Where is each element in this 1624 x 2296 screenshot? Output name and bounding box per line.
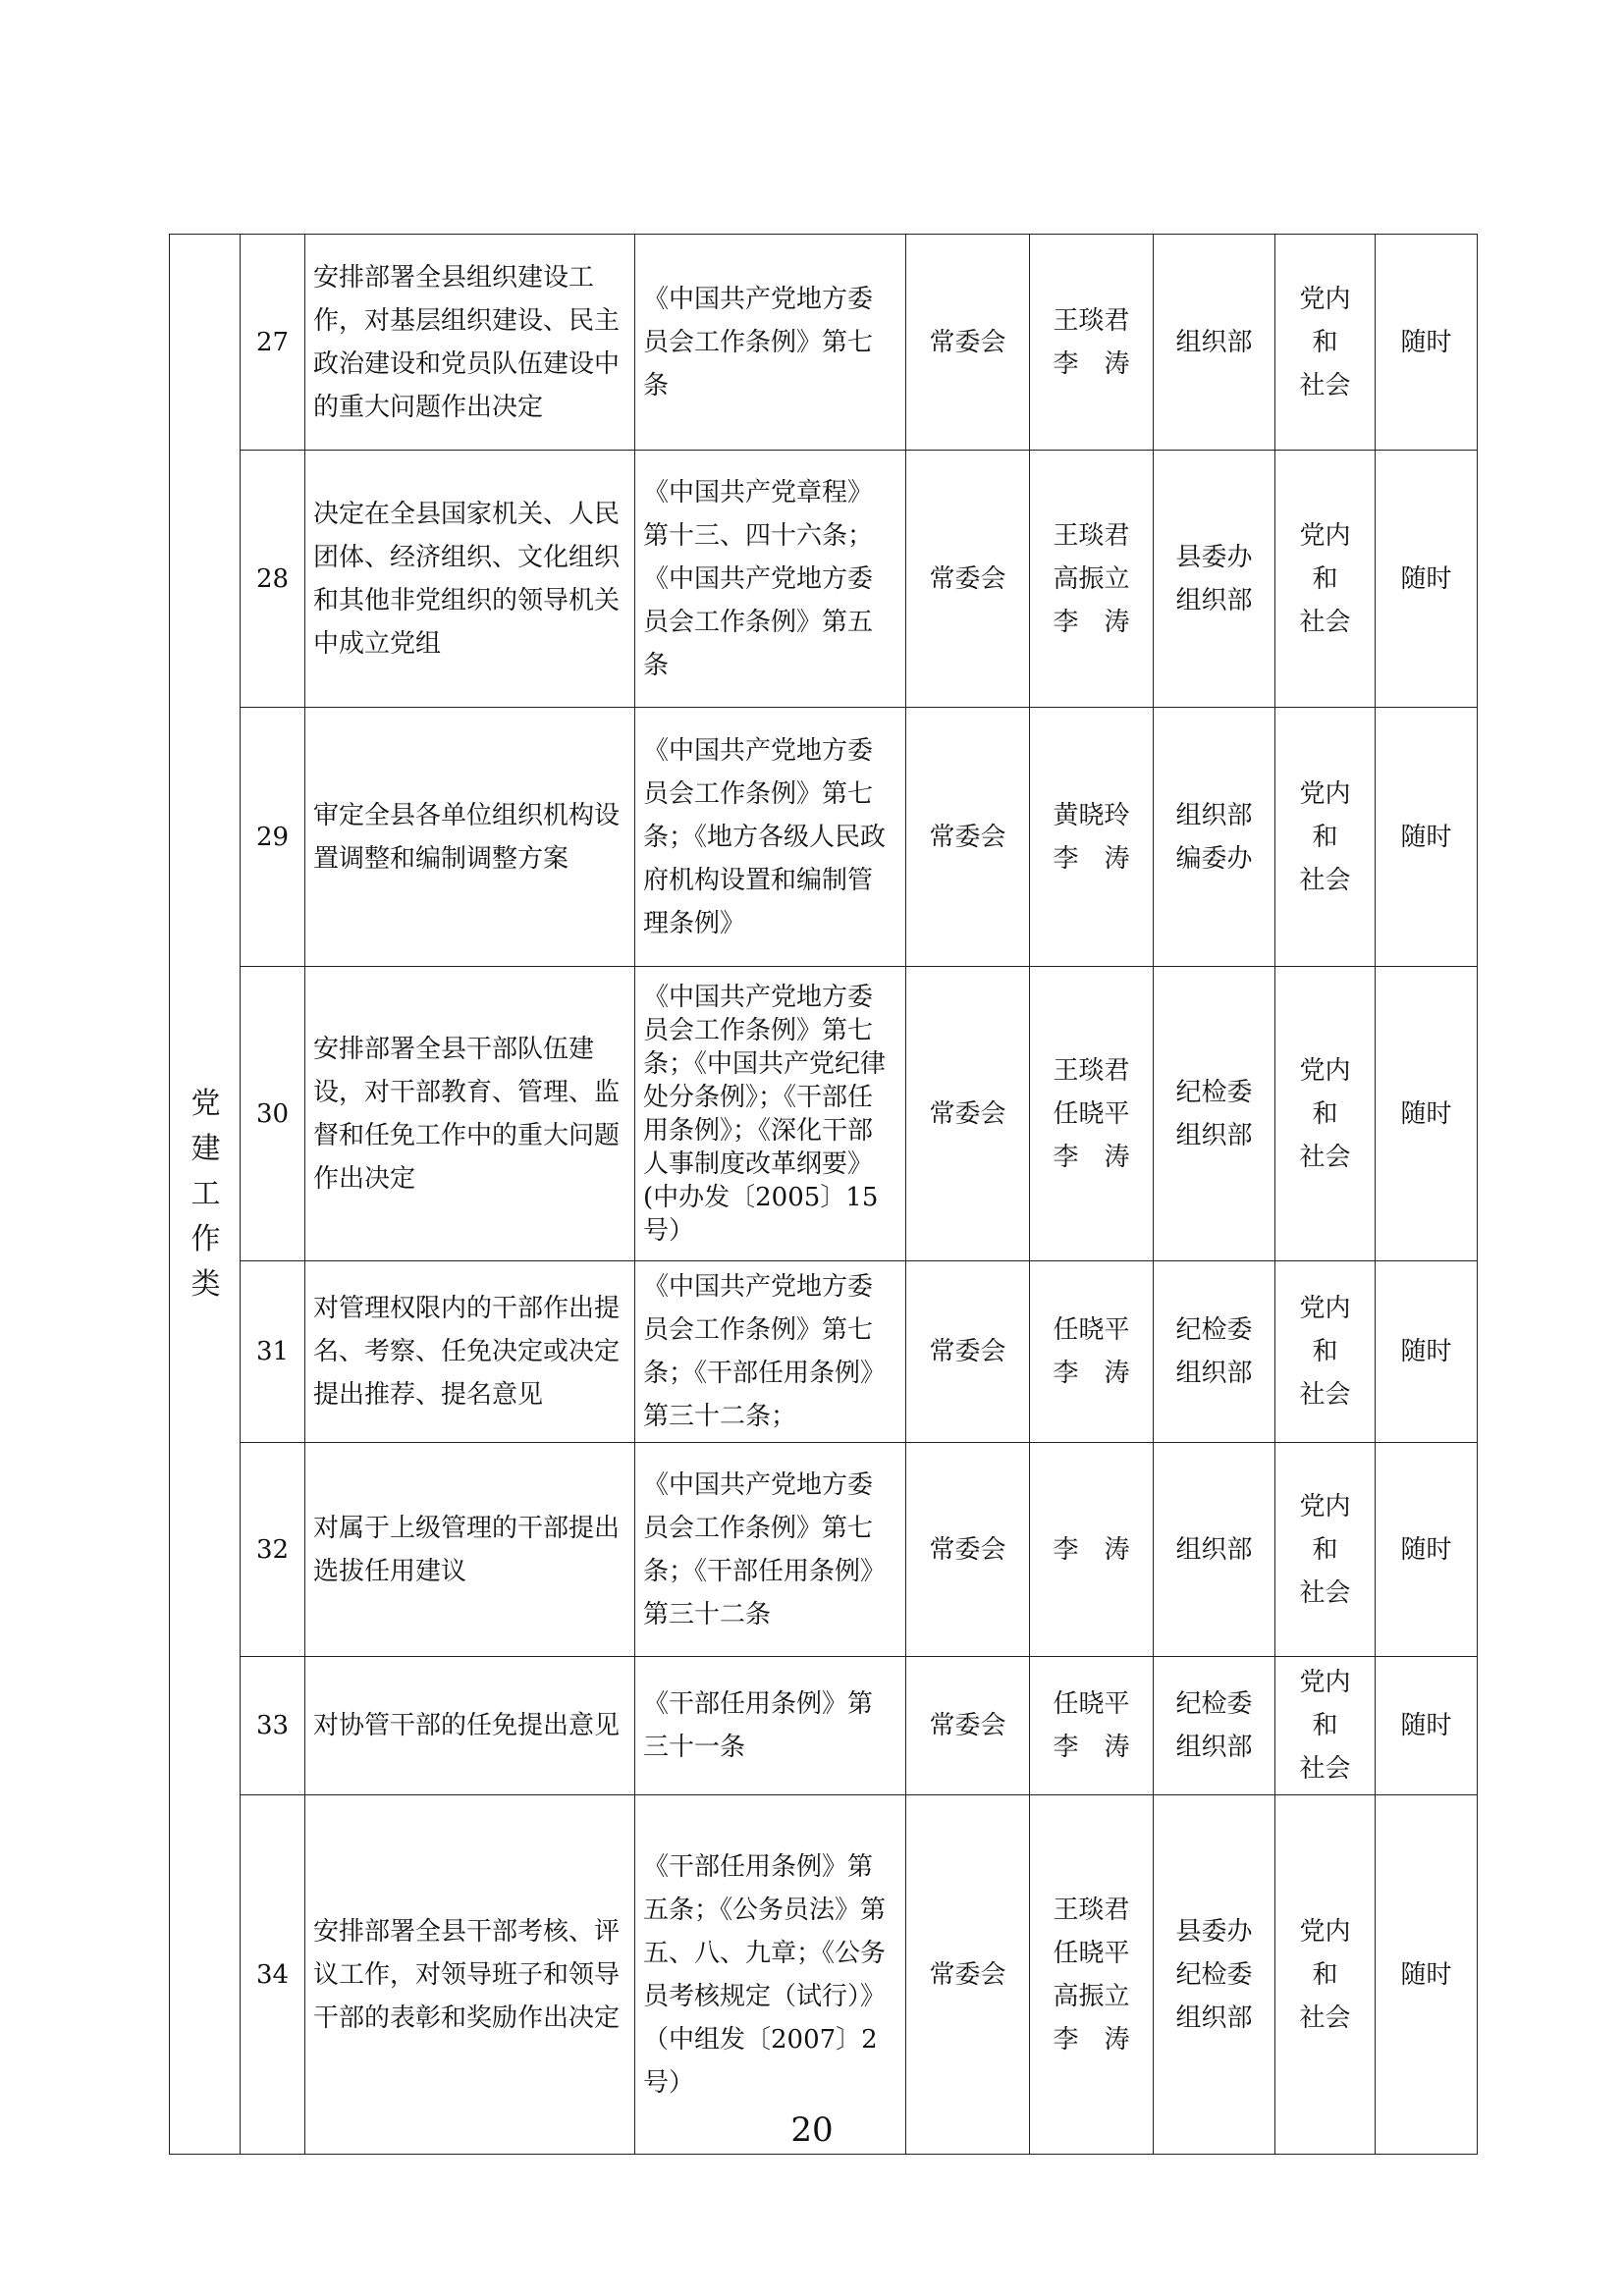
disclosure-scope: 党内 和 社会: [1275, 967, 1376, 1261]
basis-text: 《中国共产党地方委员会工作条例》第七条；《干部任用条例》第三十二条: [635, 1443, 906, 1657]
matter-text: 安排部署全县干部考核、评议工作，对领导班子和领导干部的表彰和奖励作出决定: [305, 1795, 635, 2155]
decision-body: 常委会: [906, 1795, 1030, 2155]
decision-body: 常委会: [906, 1443, 1030, 1657]
responsible-leaders: 王琰君 李 涛: [1030, 235, 1154, 451]
responsible-leaders: 任晓平 李 涛: [1030, 1261, 1154, 1443]
basis-text: 《中国共产党地方委员会工作条例》第七条；《中国共产党纪律处分条例》；《干部任用条例》；《深化干部人事制度改革纲要》(中办发〔2005〕15号）: [635, 967, 906, 1261]
matter-text: 对协管干部的任免提出意见: [305, 1657, 635, 1795]
responsible-department: 纪检委 组织部: [1154, 1261, 1275, 1443]
responsible-leaders: 王琰君 高振立 李 涛: [1030, 451, 1154, 708]
decision-body: 常委会: [906, 967, 1030, 1261]
responsible-department: 组织部: [1154, 1443, 1275, 1657]
item-number: 27: [241, 235, 305, 451]
responsible-department: 县委办 纪检委 组织部: [1154, 1795, 1275, 2155]
decision-body: 常委会: [906, 1261, 1030, 1443]
disclosure-timing: 随时: [1376, 1657, 1478, 1795]
table-row: [170, 235, 1478, 451]
table-row: [170, 1657, 1478, 1795]
category-label: 党建工作类: [190, 1086, 221, 1302]
decision-body: 常委会: [906, 708, 1030, 967]
matter-text: 对管理权限内的干部作出提名、考察、任免决定或决定提出推荐、提名意见: [305, 1261, 635, 1443]
table-row: [170, 967, 1478, 1261]
page-number: 20: [790, 2110, 834, 2150]
basis-text: 《中国共产党地方委员会工作条例》第七条: [635, 235, 906, 451]
responsible-leaders: 黄晓玲 李 涛: [1030, 708, 1154, 967]
table-row: [170, 708, 1478, 967]
disclosure-timing: 随时: [1376, 1795, 1478, 2155]
table-row: [170, 1261, 1478, 1443]
table-row: [170, 1443, 1478, 1657]
decision-body: 常委会: [906, 451, 1030, 708]
item-number: 31: [241, 1261, 305, 1443]
disclosure-timing: 随时: [1376, 1261, 1478, 1443]
matter-text: 安排部署全县组织建设工作，对基层组织建设、民主政治建设和党员队伍建设中的重大问题作出决定: [305, 235, 635, 451]
responsible-leaders: 王琰君 任晓平 高振立 李 涛: [1030, 1795, 1154, 2155]
decision-body: 常委会: [906, 235, 1030, 451]
basis-text: 《干部任用条例》第三十一条: [635, 1657, 906, 1795]
table-row: [170, 451, 1478, 708]
item-number: 33: [241, 1657, 305, 1795]
responsible-department: 县委办 组织部: [1154, 451, 1275, 708]
responsible-department: 纪检委 组织部: [1154, 967, 1275, 1261]
item-number: 34: [241, 1795, 305, 2155]
disclosure-timing: 随时: [1376, 235, 1478, 451]
disclosure-timing: 随时: [1376, 967, 1478, 1261]
responsible-leaders: 李 涛: [1030, 1443, 1154, 1657]
disclosure-scope: 党内 和 社会: [1275, 451, 1376, 708]
decision-matters-table: [169, 234, 1478, 2155]
basis-text: 《干部任用条例》第五条；《公务员法》第五、八、九章；《公务员考核规定（试行）》（中组发〔2007〕2号）: [635, 1795, 906, 2155]
disclosure-timing: 随时: [1376, 451, 1478, 708]
decision-body: 常委会: [906, 1657, 1030, 1795]
disclosure-timing: 随时: [1376, 708, 1478, 967]
basis-text: 《中国共产党地方委员会工作条例》第七条；《地方各级人民政府机构设置和编制管理条例》: [635, 708, 906, 967]
item-number: 29: [241, 708, 305, 967]
matter-text: 安排部署全县干部队伍建设，对干部教育、管理、监督和任免工作中的重大问题作出决定: [305, 967, 635, 1261]
item-number: 32: [241, 1443, 305, 1657]
matter-text: 决定在全县国家机关、人民团体、经济组织、文化组织和其他非党组织的领导机关中成立党组: [305, 451, 635, 708]
disclosure-scope: 党内 和 社会: [1275, 1261, 1376, 1443]
responsible-leaders: 任晓平 李 涛: [1030, 1657, 1154, 1795]
disclosure-scope: 党内 和 社会: [1275, 1795, 1376, 2155]
disclosure-scope: 党内 和 社会: [1275, 708, 1376, 967]
disclosure-scope: 党内 和 社会: [1275, 1443, 1376, 1657]
responsible-leaders: 王琰君 任晓平 李 涛: [1030, 967, 1154, 1261]
matter-text: 对属于上级管理的干部提出选拔任用建议: [305, 1443, 635, 1657]
category-cell: [170, 235, 241, 2155]
table-body: [170, 235, 1478, 2155]
disclosure-scope: 党内 和 社会: [1275, 1657, 1376, 1795]
responsible-department: 纪检委 组织部: [1154, 1657, 1275, 1795]
disclosure-scope: 党内 和 社会: [1275, 235, 1376, 451]
disclosure-timing: 随时: [1376, 1443, 1478, 1657]
responsible-department: 组织部 编委办: [1154, 708, 1275, 967]
item-number: 30: [241, 967, 305, 1261]
matter-text: 审定全县各单位组织机构设置调整和编制调整方案: [305, 708, 635, 967]
basis-text: 《中国共产党章程》第十三、四十六条；《中国共产党地方委员会工作条例》第五条: [635, 451, 906, 708]
basis-text: 《中国共产党地方委员会工作条例》第七条；《干部任用条例》第三十二条；: [635, 1261, 906, 1443]
responsible-department: 组织部: [1154, 235, 1275, 451]
item-number: 28: [241, 451, 305, 708]
table-row: [170, 1795, 1478, 2155]
